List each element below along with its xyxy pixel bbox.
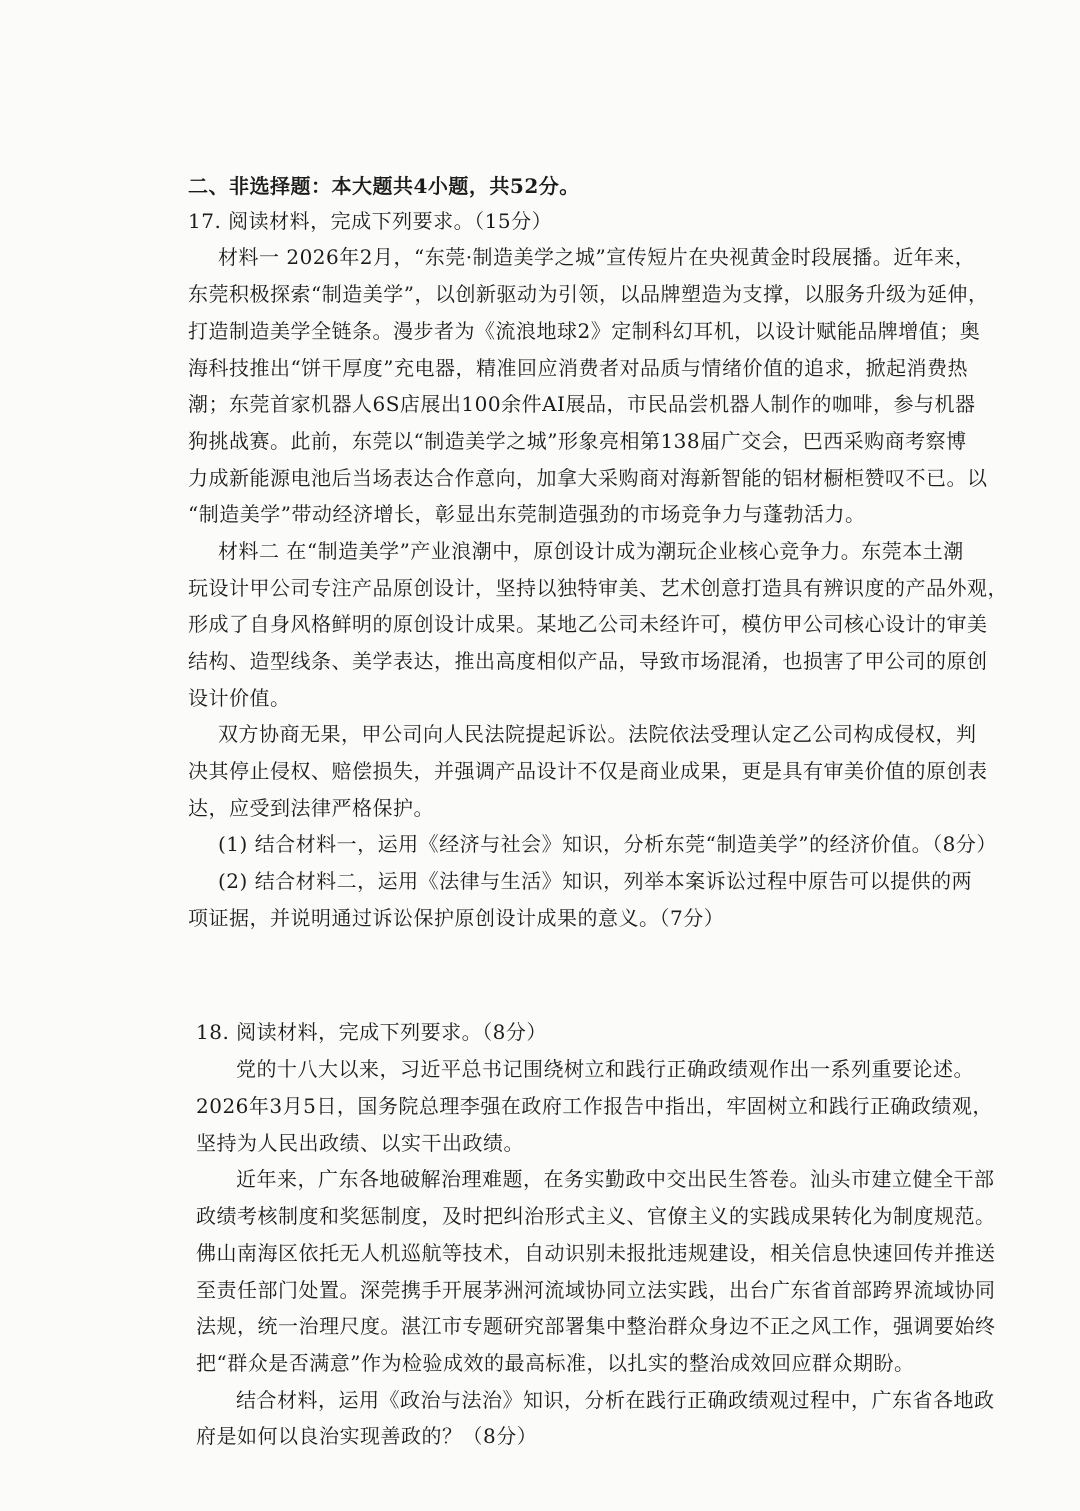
text-line: 佛山南海区依托无人机巡航等技术，自动识别未报批违规建设，相关信息快速回传并推送 — [196, 1241, 996, 1265]
text-line: 狗挑战赛。此前，东莞以“制造美学之城”形象亮相第138届广交会，巴西采购商考察博 — [188, 429, 967, 453]
q17-sub2-line2: 项证据，并说明通过诉讼保护原创设计成果的意义。（7分） — [188, 906, 725, 930]
text-line: 2026年3月5日，国务院总理李强在政府工作报告中指出，牢固树立和践行正确政绩观， — [196, 1094, 993, 1118]
q17-sub2-line1: (2) 结合材料二，运用《法律与生活》知识，列举本案诉讼过程中原告可以提供的两 — [218, 869, 973, 893]
text-line: 坚持为人民出政绩、以实干出政绩。 — [196, 1131, 524, 1155]
text-line: 海科技推出“饼干厚度”充电器，精准回应消费者对品质与情绪价值的追求，掀起消费热 — [188, 356, 968, 380]
text-line: 结合材料，运用《政治与法治》知识，分析在践行正确政绩观过程中，广东省各地政 — [236, 1388, 995, 1412]
text-line: 潮；东莞首家机器人6S店展出100余件AI展品，市民品尝机器人制作的咖啡，参与机器 — [188, 392, 976, 416]
text-line: 结构、造型线条、美学表达，推出高度相似产品，导致市场混淆，也损害了甲公司的原创 — [188, 649, 988, 673]
text-line: 府是如何以良治实现善政的？（8分） — [196, 1424, 538, 1448]
q18-title: 18. 阅读材料，完成下列要求。（8分） — [196, 1020, 547, 1044]
text-line: 达，应受到法律严格保护。 — [188, 796, 434, 820]
text-line: 打造制造美学全链条。漫步者为《流浪地球2》定制科幻耳机，以设计赋能品牌增值；奥 — [188, 319, 981, 343]
text-line: 东莞积极探索“制造美学”，以创新驱动为引领，以品牌塑造为支撑，以服务升级为延伸， — [188, 282, 989, 306]
text-line: 材料二 在“制造美学”产业浪潮中，原创设计成为潮玩企业核心竞争力。东莞本土潮 — [218, 539, 964, 563]
text-line: 党的十八大以来，习近平总书记围绕树立和践行正确政绩观作出一系列重要论述。 — [236, 1057, 974, 1081]
section-heading: 二、非选择题：本大题共4小题，共52分。 — [188, 174, 580, 198]
text-line: 力成新能源电池后当场表达合作意向，加拿大采购商对海新智能的铝材橱柜赞叹不已。以 — [188, 466, 988, 490]
q17-sub1: (1) 结合材料一，运用《经济与社会》知识，分析东莞“制造美学”的经济价值。（8分） — [218, 832, 997, 856]
text-line: 政绩考核制度和奖惩制度，及时把纠治形式主义、官僚主义的实践成果转化为制度规范。 — [196, 1204, 996, 1228]
text-line: “制造美学”带动经济增长，彰显出东莞制造强劲的市场竞争力与蓬勃活力。 — [188, 502, 866, 526]
text-line: 设计价值。 — [188, 686, 291, 710]
text-line: 法规，统一治理尺度。湛江市专题研究部署集中整治群众身边不正之风工作，强调要始终 — [196, 1314, 996, 1338]
text-line: 玩设计甲公司专注产品原创设计，坚持以独特审美、艺术创意打造具有辨识度的产品外观， — [188, 576, 1008, 600]
text-line: 把“群众是否满意”作为检验成效的最高标准，以扎实的整治成效回应群众期盼。 — [196, 1351, 915, 1375]
text-line: 形成了自身风格鲜明的原创设计成果。某地乙公司未经许可，模仿甲公司核心设计的审美 — [188, 612, 988, 636]
text-line: 双方协商无果，甲公司向人民法院提起诉讼。法院依法受理认定乙公司构成侵权，判 — [218, 722, 977, 746]
q17-title: 17. 阅读材料，完成下列要求。（15分） — [188, 209, 553, 233]
text-line: 至责任部门处置。深莞携手开展茅洲河流域协同立法实践，出台广东省首部跨界流域协同 — [196, 1278, 996, 1302]
text-line: 决其停止侵权、赔偿损失，并强调产品设计不仅是商业成果，更是具有审美价值的原创表 — [188, 759, 988, 783]
text-line: 近年来，广东各地破解治理难题，在务实勤政中交出民生答卷。汕头市建立健全干部 — [236, 1167, 995, 1191]
text-line: 材料一 2026年2月，“东莞·制造美学之城”宣传短片在央视黄金时段展播。近年来， — [218, 245, 976, 269]
